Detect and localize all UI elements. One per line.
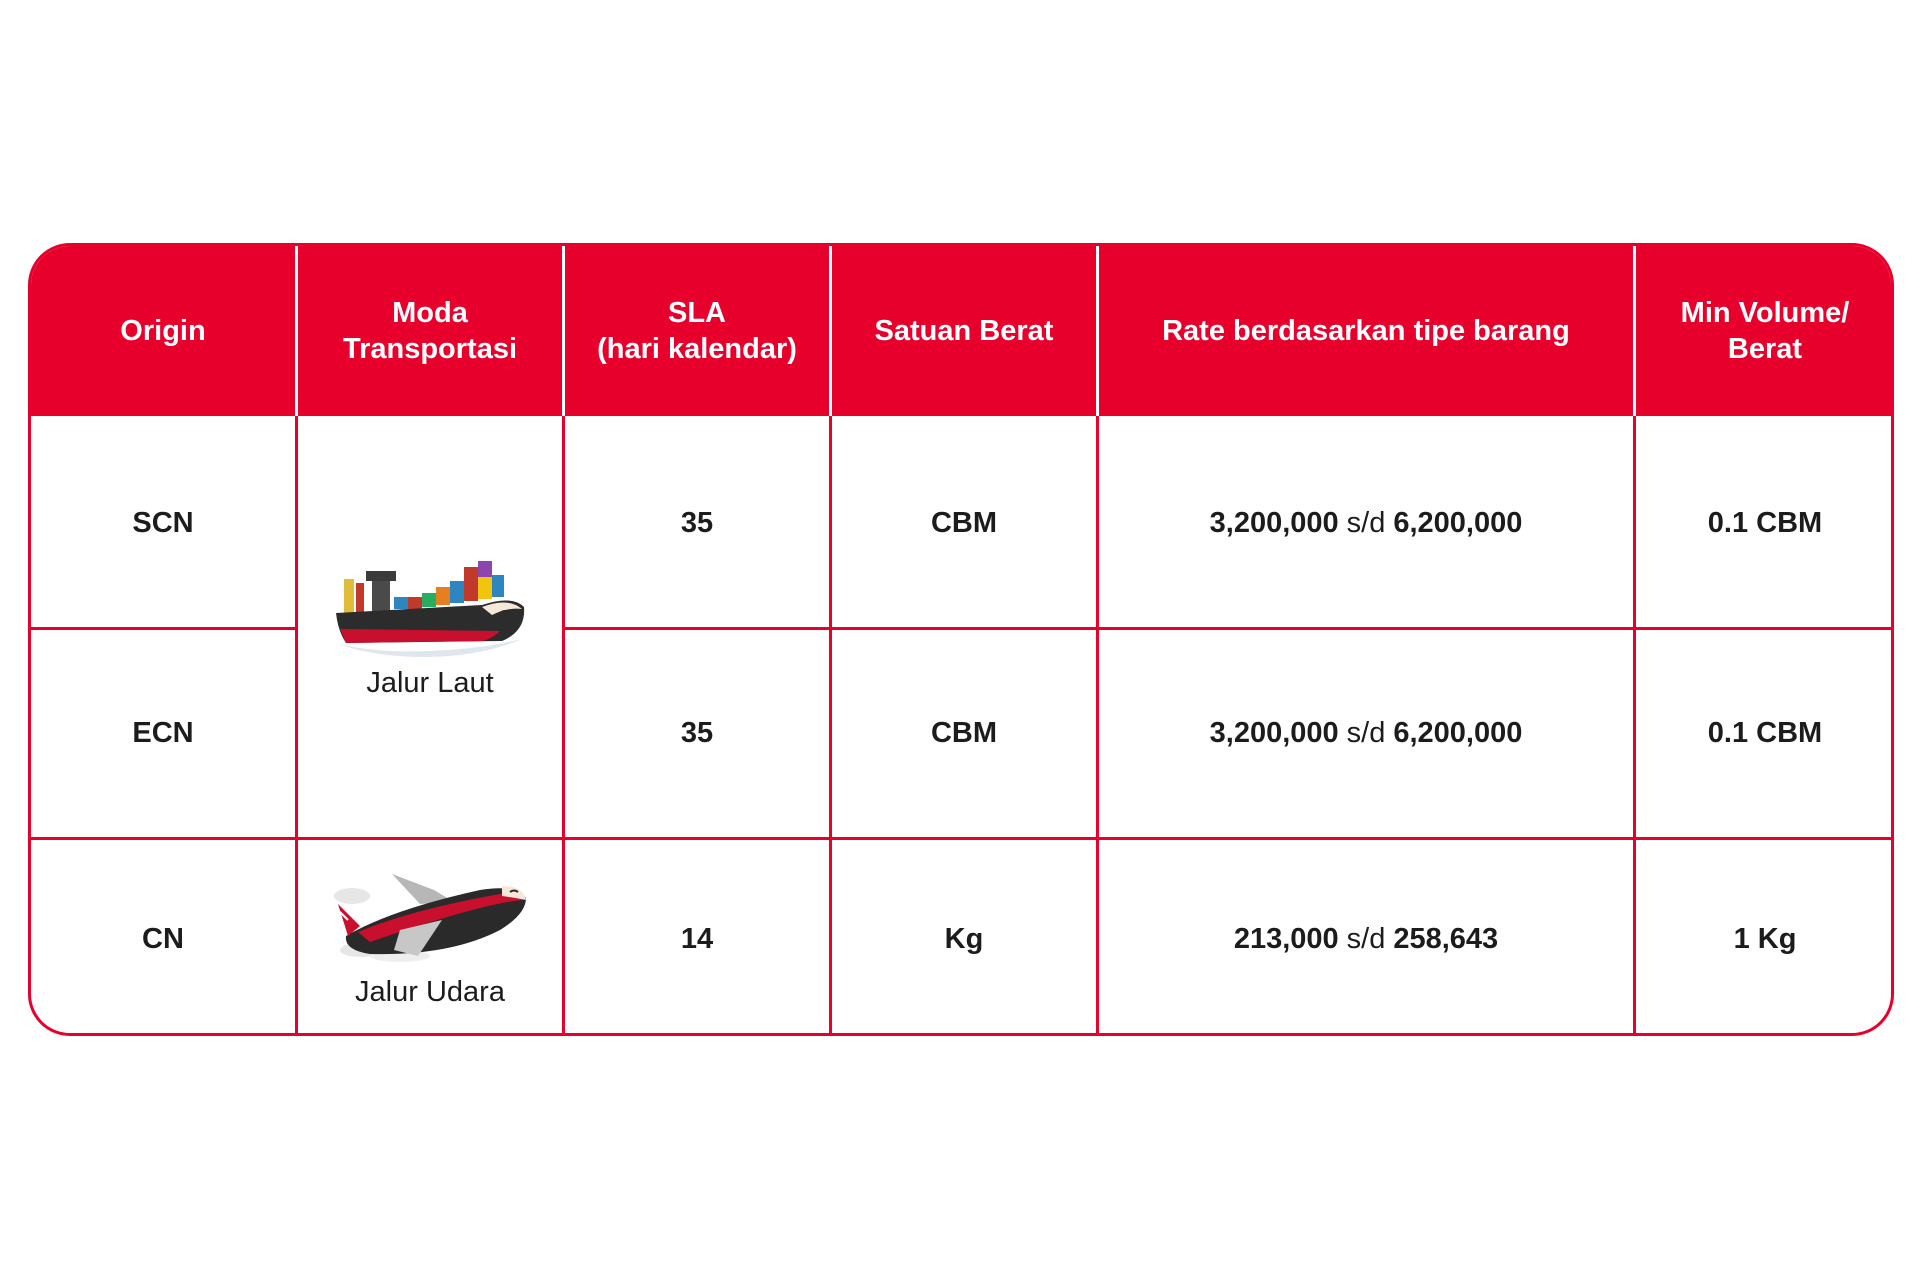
table-row-2-unit: CBM — [930, 717, 998, 749]
rate-max: 258,643 — [1393, 923, 1499, 955]
table-row-3-sla: 14 — [680, 923, 714, 955]
airplane-icon — [330, 870, 530, 966]
shipping-rate-table — [28, 243, 1894, 1036]
header-weight-unit: Satuan Berat — [874, 315, 1054, 347]
header-divider — [829, 246, 832, 416]
rate-min: 3,200,000 — [1209, 717, 1339, 749]
table-row-3-origin: CN — [142, 923, 184, 955]
header-transport-mode: Moda Transportasi — [342, 297, 518, 365]
rate-min: 213,000 — [1233, 923, 1339, 955]
mode-cell-sea — [298, 419, 562, 837]
table-row-1-sla: 35 — [680, 506, 714, 539]
table-row-1-origin: SCN — [132, 506, 194, 539]
rate-max: 6,200,000 — [1393, 506, 1523, 539]
header-divider — [562, 246, 565, 416]
table-row-3-rate — [1099, 840, 1633, 1036]
table-row-1-rate — [1099, 419, 1633, 627]
mode-cell-air — [298, 840, 562, 1036]
mode-label-air: Jalur Udara — [355, 976, 505, 1008]
header-origin: Origin — [120, 315, 206, 347]
table-row-1-unit: CBM — [930, 506, 998, 539]
rate-min: 3,200,000 — [1209, 506, 1339, 539]
table-row-2-min: 0.1 CBM — [1707, 717, 1823, 749]
rate-max: 6,200,000 — [1393, 717, 1523, 749]
header-divider — [1096, 246, 1099, 416]
header-divider — [1633, 246, 1636, 416]
table-row-3-unit: Kg — [944, 923, 984, 955]
header-divider — [295, 246, 298, 416]
rate-separator: s/d — [1346, 506, 1386, 539]
header-sla: SLA (hari kalendar) — [597, 297, 797, 365]
table-header-row — [31, 246, 1891, 416]
header-min-volume: Min Volume/ Berat — [1680, 297, 1850, 365]
rate-separator: s/d — [1346, 717, 1386, 749]
mode-label-sea: Jalur Laut — [366, 666, 494, 699]
cargo-ship-icon — [332, 557, 528, 657]
table-row-1-min: 0.1 CBM — [1707, 506, 1823, 539]
rate-separator: s/d — [1346, 923, 1386, 955]
table-row-2-rate — [1099, 630, 1633, 837]
table-row-2-sla: 35 — [680, 717, 714, 749]
header-rate: Rate berdasarkan tipe barang — [1162, 315, 1570, 347]
table-row-2-origin: ECN — [132, 717, 194, 749]
table-row-3-min: 1 Kg — [1733, 923, 1797, 955]
